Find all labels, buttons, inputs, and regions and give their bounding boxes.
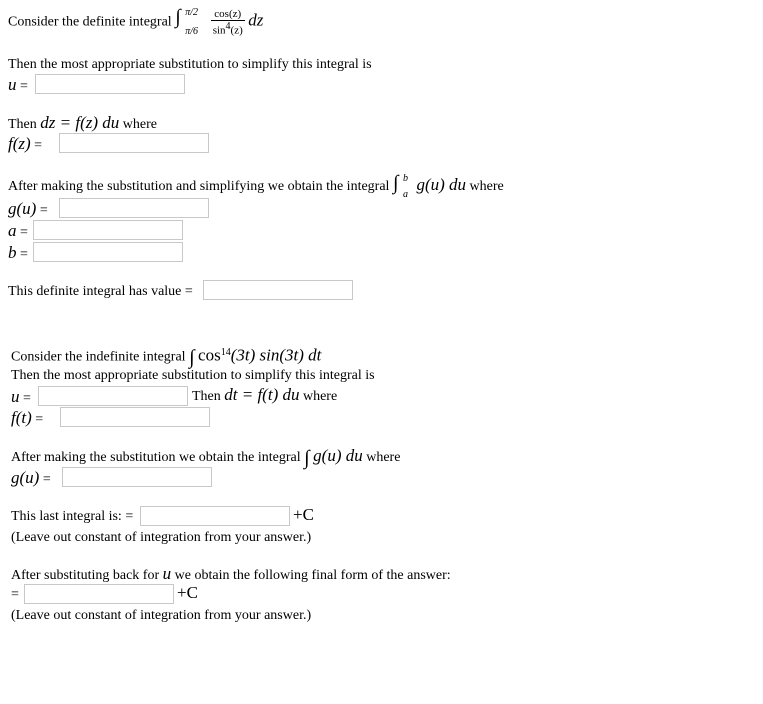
part1-integral-sign: ∫ π/2 π/6 — [175, 8, 207, 36]
part2-leave-out-note: (Leave out constant of integration from your answer.) — [11, 530, 312, 545]
part2-generic-integral-sign: ∫ — [304, 447, 310, 469]
part2-ft-label-line — [11, 409, 43, 429]
part1-integrand-fraction — [211, 8, 245, 37]
part2-integrand-power: 14 — [220, 347, 231, 358]
part1-after-where: where — [469, 179, 504, 195]
part1-b-label: b — [8, 243, 17, 262]
part1-generic-integral-sign: ∫ b a — [393, 176, 413, 198]
part1-u-label-line — [8, 76, 28, 96]
part1-after-line — [8, 172, 504, 200]
part1-then-text: Then — [8, 117, 37, 132]
part1-numerator: cos(z) — [211, 8, 245, 21]
part2-sub-prompt: Then the most appropriate substitution to simplify this integral is — [11, 368, 375, 383]
part2-plus-c-final: +C — [177, 583, 198, 602]
part1-where-text: where — [122, 117, 157, 132]
part2-after-where: where — [366, 450, 401, 465]
part2-gu-input[interactable] — [62, 467, 212, 487]
part2-then-text: Then — [192, 389, 221, 404]
part2-substitute-back-line — [11, 565, 451, 585]
part1-dz-equation: dz = f(z) du — [40, 113, 120, 132]
part1-int-upper: b — [402, 173, 408, 184]
part1-a-label: a — [8, 221, 17, 240]
part2-last-integral-input[interactable] — [140, 506, 290, 526]
part2-integral-sign: ∫ — [189, 346, 195, 369]
part1-intro-text: Consider the definite integral — [8, 14, 172, 30]
part2-gu-du: g(u) du — [313, 446, 363, 465]
part2-gu-label: g(u) — [11, 468, 40, 487]
part1-value-text: This definite integral has value = — [8, 284, 193, 299]
part1-u-eq: = — [20, 79, 28, 94]
part2-dt-equation: dt = f(t) du — [224, 385, 300, 404]
part1-fz-input[interactable] — [59, 133, 209, 153]
part2-plus-c: +C — [293, 505, 314, 524]
part1-intro-line — [8, 8, 263, 37]
part1-fz-eq: = — [34, 138, 43, 153]
part2-ft-eq: = — [35, 412, 44, 427]
part2-u-label-line — [11, 388, 31, 408]
part1-b-eq: = — [20, 247, 28, 262]
part2-gu-eq: = — [42, 472, 51, 487]
part2-ft-input[interactable] — [60, 407, 210, 427]
part1-a-label-line — [8, 222, 28, 242]
part1-gu-label-line — [8, 200, 48, 220]
part1-b-input[interactable] — [33, 242, 183, 262]
part2-leave-out-note-final: (Leave out constant of integration from your answer.) — [11, 608, 312, 623]
part2-where-text: where — [302, 389, 338, 404]
part2-then-line — [192, 386, 337, 406]
part1-lower-limit: π/6 — [185, 26, 198, 38]
part2-last-integral-text: This last integral is: = — [11, 509, 134, 524]
part2-intro-text: Consider the indefinite integral — [11, 349, 186, 365]
part1-int-lower: a — [402, 189, 408, 200]
part1-gu-input[interactable] — [59, 198, 209, 218]
part1-after-text: After making the substitution and simplifying we obtain the integral — [8, 179, 390, 195]
part1-fz-label-line — [8, 135, 42, 155]
part1-u-input[interactable] — [35, 74, 185, 94]
part1-denominator-power: 4 — [225, 21, 231, 32]
part2-integrand-rest: (3t) sin(3t) dt — [230, 345, 322, 365]
part1-upper-limit: π/2 — [185, 7, 198, 19]
part1-denominator-fn: sin — [212, 24, 226, 37]
part1-sub-prompt: Then the most appropriate substitution to simplify this integral is — [8, 57, 372, 72]
part2-substitute-back-text-1: After substituting back for — [11, 568, 160, 583]
part2-after-text: After making the substitution we obtain the integral — [11, 450, 301, 465]
part1-denominator-arg: (z) — [230, 24, 243, 37]
part1-differential: dz — [248, 10, 264, 30]
part2-intro-line — [11, 344, 321, 367]
part1-value-input[interactable] — [203, 280, 353, 300]
part1-u-label: u — [8, 75, 17, 94]
part2-u-variable: u — [162, 564, 172, 583]
part2-u-input[interactable] — [38, 386, 188, 406]
part2-substitute-back-text-2: we obtain the following final form of the answer: — [174, 568, 451, 583]
part1-b-label-line — [8, 244, 28, 264]
part1-then-line — [8, 114, 157, 134]
part2-integrand-cos: cos — [198, 345, 221, 365]
part1-gu-eq: = — [39, 203, 48, 218]
part1-fz-label: f(z) — [8, 134, 31, 153]
part1-a-eq: = — [20, 225, 28, 240]
part2-u-eq: = — [23, 391, 31, 406]
part2-final-eq: = — [11, 587, 19, 602]
part2-after-line — [11, 447, 400, 467]
part1-gu-du: g(u) du — [416, 175, 467, 195]
part2-final-input[interactable] — [24, 584, 174, 604]
part2-ft-label: f(t) — [11, 408, 32, 427]
part2-u-label: u — [11, 387, 20, 406]
part2-gu-label-line — [11, 469, 51, 489]
part1-gu-label: g(u) — [8, 199, 37, 218]
part1-a-input[interactable] — [33, 220, 183, 240]
